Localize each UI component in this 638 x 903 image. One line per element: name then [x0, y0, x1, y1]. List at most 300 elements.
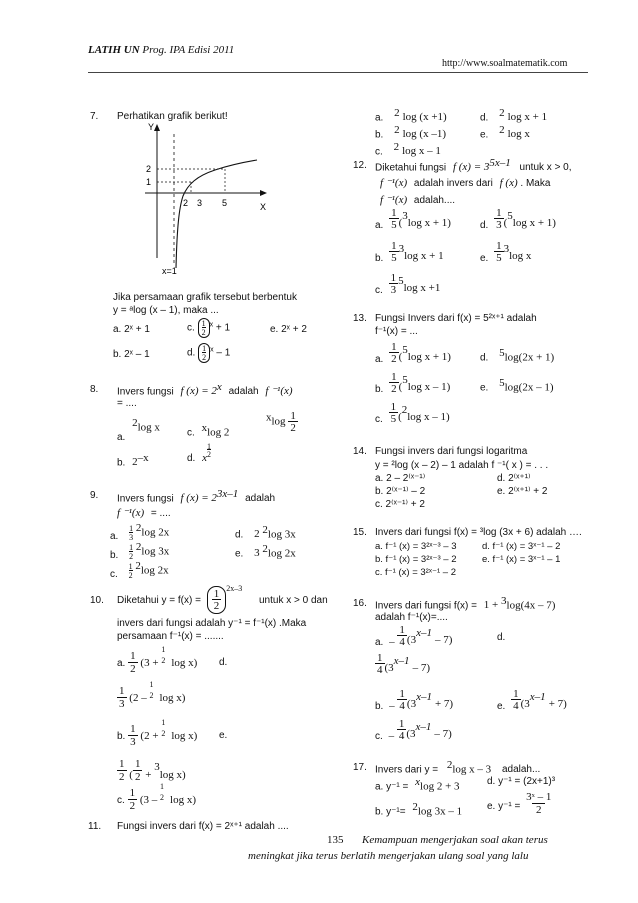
q12-inv: f ⁻¹(x) [380, 177, 408, 189]
q9-opt-a [110, 522, 169, 542]
q13-opt-c-den: 5 [390, 413, 397, 425]
q12-line2 [380, 176, 550, 189]
q17-opt-e-num: 3ˣ – 1 [526, 791, 552, 803]
q7-x-arrow [260, 190, 267, 196]
q16-log: log(4x – 7) [506, 599, 556, 612]
q7-y-label: Y [148, 122, 155, 132]
q10-opt-a-num: 1 [130, 650, 136, 662]
q12-opt-a-num: 1 [391, 207, 397, 219]
q11-opt-c-label: c. [375, 146, 383, 158]
q17-tail: adalah... [501, 764, 541, 776]
q12-opt-d-label: d. [480, 220, 489, 232]
q13-opt-b-label: b. [375, 384, 384, 396]
q7-x-tick-5: 5 [222, 198, 228, 208]
q8-cont: = .... [117, 398, 137, 409]
q17-log: log x – 3 [452, 763, 492, 776]
q12-l2-text: adalah invers dari [413, 178, 493, 189]
q8-eq: f (x) = 2 [180, 385, 217, 398]
q9-opt-d-expr: log 3x [267, 528, 296, 541]
q16-opt-d-tail: – 7) [412, 662, 430, 675]
q9-line1 [117, 488, 275, 504]
q8-opt-b-exp: –x [137, 452, 149, 464]
q10-opt-d-num: 1 [119, 685, 125, 697]
q16-opt-e-den: 4 [513, 700, 519, 712]
q16-opt-d [375, 652, 430, 676]
q13-opt-c-open: ( [398, 411, 402, 424]
q8-opt-a-pre: 2 [132, 417, 138, 429]
q15-opt-c: c. f⁻¹ (x) = 3²ˣ⁻¹ – 2 [375, 567, 456, 578]
q7-graph [135, 118, 275, 278]
q10-opt-d-exp: 1 [149, 680, 154, 689]
q13-opt-d-log: log(2x + 1) [504, 351, 555, 364]
q12-opt-d-open: ( [503, 217, 508, 230]
q7-curve [176, 160, 257, 268]
q16-opt-b-expr: (3 [406, 698, 417, 711]
q10-opt-a-log: log x) [171, 657, 198, 669]
q9-opt-c [110, 560, 169, 580]
q12-opt-e-num: 1 [496, 240, 502, 252]
q9-opt-b-label: b. [110, 550, 119, 562]
q16-opt-a-label: a. [375, 637, 384, 649]
q8-inv: f ⁻¹(x) [265, 385, 293, 398]
q12-opt-d-num: 1 [496, 207, 502, 219]
q17-pre: 2 [446, 759, 453, 771]
q17-opt-b-label: b. y⁻¹= [375, 806, 406, 818]
q7-prompt: Perhatikan grafik berikut! [117, 111, 228, 122]
footer-line2: meningkat jika terus berlatih mengerjakan ulang soal yang lalu [248, 850, 529, 862]
q8-opt-b-expr: 2 [132, 456, 138, 469]
q8-opt-a-expr: log x [137, 421, 160, 434]
q17-opt-a-label: a. y⁻¹ = [375, 781, 409, 793]
q16-opt-e-expr: (3 [520, 698, 530, 711]
q16-opt-d-den: 4 [377, 664, 383, 676]
q14-opt-b: b. 2⁽ˣ⁻¹⁾ – 2 [375, 486, 426, 497]
q10-opt-a-den: 2 [130, 663, 136, 675]
q8-opt-e-num: 1 [290, 410, 296, 422]
header-title-bold: LATIH UN [88, 44, 140, 56]
q9-inv: f ⁻¹(x) [117, 507, 145, 519]
q10-opt-b-den: 3 [130, 736, 136, 748]
q11-opt-c-expr: log x – 1 [402, 145, 441, 158]
q11-opt-a [375, 107, 447, 123]
q7-opt-d-num: 1 [202, 344, 207, 353]
q14-opt-d: d. 2⁽ˣ⁺¹⁾ [497, 473, 531, 484]
q11-opt-b-label: b. [375, 129, 384, 141]
q8-exp: x [216, 381, 222, 393]
q14-prompt: Fungsi invers dari fungsi logaritma [375, 446, 528, 457]
q14-line2: y = ²log (x – 2) – 1 adalah f ⁻¹( x ) = . . . [375, 460, 549, 471]
q13-opt-e-log: log(2x – 1) [504, 381, 554, 394]
header-url: http://www.soalmatematik.com [442, 58, 568, 69]
q10-opt-e [117, 753, 186, 784]
q7-x-label: X [260, 202, 267, 212]
q16-opt-c-exp: x–1 [415, 721, 432, 733]
footer-line1: Kemampuan mengerjakan soal akan terus [362, 834, 548, 846]
q9-opt-a-base: 2 [135, 522, 142, 534]
q13-opt-c-log: log x – 1) [407, 411, 450, 424]
q10-opt-e-den2: 2 [134, 771, 141, 783]
q12-l3-text: adalah.... [413, 195, 456, 206]
q16-opt-c-num: 1 [398, 718, 405, 730]
q16-opt-c-tail: – 7) [434, 728, 452, 741]
q8-opt-d-num: 1 [207, 442, 212, 451]
q12-opt-a-label: a. [375, 220, 384, 232]
q10-opt-c [117, 782, 196, 813]
q17-opt-b [375, 801, 462, 817]
q15-opt-a: a. f⁻¹ (x) = 3²ˣ⁻³ – 3 [375, 541, 457, 552]
q9-number: 9. [90, 490, 99, 501]
q10-opt-c-exp: 1 [160, 782, 165, 791]
q8-opt-b [117, 452, 149, 468]
q17-prompt: Invers dari y = [375, 764, 439, 776]
q13-opt-d-label: d. [480, 352, 489, 364]
q16-opt-a-expr: (3 [406, 634, 417, 647]
q9-opt-c-base: 2 [135, 560, 141, 572]
q12-opt-b-pre: 3 [398, 243, 405, 255]
q11-opt-d-expr: log x + 1 [507, 111, 548, 124]
q11-opt-e [480, 124, 530, 140]
q12-fx: f (x) [499, 177, 518, 189]
q12-opt-c [375, 272, 440, 296]
q16-opt-a [375, 624, 452, 648]
q11-opt-e-label: e. [480, 129, 489, 141]
q13-opt-a-label: a. [375, 354, 384, 366]
q12-eq: f (x) = 3 [452, 161, 490, 174]
q17-number: 17. [353, 762, 367, 773]
q8-prompt: Invers fungsi [117, 386, 174, 398]
q10-line1 [117, 584, 328, 614]
q9-cont: = .... [150, 508, 171, 519]
q10-opt-d-den: 3 [119, 698, 125, 710]
q11-opt-a-label: a. [375, 112, 384, 124]
q7-y-tick-1: 1 [146, 177, 152, 187]
q10-opt-e-expr: ( [129, 769, 133, 782]
q11-opt-c [375, 141, 441, 157]
q7-y-tick-2: 2 [146, 164, 152, 174]
q9-opt-e-coef: 3 [254, 547, 260, 560]
q15-opt-d: d. f⁻¹ (x) = 3ˣ⁻¹ – 2 [482, 541, 561, 552]
q16-pre: 3 [501, 595, 507, 607]
q12-opt-d-pre: 5 [507, 210, 513, 222]
q16-opt-c-label: c. [375, 731, 383, 743]
q8-opt-c [187, 422, 229, 438]
q11-number: 11. [88, 821, 102, 832]
q16-opt-d-expr: (3 [384, 662, 394, 675]
q14-opt-e: e. 2⁽ˣ⁺¹⁾ + 2 [497, 486, 548, 497]
q10-opt-c-log: log x) [170, 794, 197, 806]
q10-opt-a [117, 645, 197, 676]
q7-opt-c-exp: x [209, 321, 214, 329]
q9-opt-c-den: 2 [128, 570, 133, 580]
q14-opt-c: c. 2⁽ˣ⁻¹⁾ + 2 [375, 499, 425, 510]
q16-opt-e-label: e. [497, 701, 506, 713]
q16-opt-c-expr: (3 [406, 728, 416, 741]
q10-opt-a-expr: (3 + [140, 657, 159, 669]
q17-line1 [375, 759, 540, 775]
q13-opt-c [375, 401, 450, 425]
q16-opt-e-exp: x–1 [529, 691, 546, 703]
q11-opt-b-expr: log (x –1) [402, 128, 447, 141]
q8-opt-c-expr: log 2 [207, 426, 230, 439]
q10-opt-d-expr: (2 – [129, 692, 147, 704]
q10-opt-c-num: 1 [129, 787, 136, 799]
q10-opt-b-exp: 1 [161, 718, 166, 727]
q7-text1: Jika persamaan grafik tersebut berbentuk [113, 292, 297, 303]
q13-number: 13. [353, 313, 367, 324]
q15-prompt: Invers dari fungsi f(x) = ³log (3x + 6) adalah …. [375, 527, 582, 538]
q16-opt-e-num: 1 [513, 688, 519, 700]
q12-line1 [375, 157, 572, 173]
q13-opt-e-pre: 5 [499, 377, 505, 389]
q16-opt-b-sign: – [389, 700, 395, 713]
q13-opt-b-num: 1 [391, 371, 397, 383]
q10-opt-e-num2: 1 [134, 758, 141, 770]
q14-number: 14. [353, 446, 367, 457]
q11-opt-b [375, 124, 446, 140]
q12-opt-e-log: log x [509, 250, 532, 263]
q13-opt-d-pre: 5 [499, 347, 505, 359]
q7-opt-c-den: 2 [201, 328, 206, 337]
q16-opt-d-exp: x–1 [393, 655, 410, 667]
q10-opt-a-label: a. [117, 658, 126, 669]
q10-text1: invers dari fungsi adalah y⁻¹ = f⁻¹(x) .Maka [117, 618, 307, 629]
q13-opt-c-label: c. [375, 414, 383, 426]
q9-mid: adalah [245, 493, 276, 505]
q10-opt-e-num1: 1 [119, 758, 125, 770]
q13-opt-a-log: log x + 1) [407, 351, 451, 364]
q16-opt-a-den: 4 [399, 636, 405, 648]
q12-inv2: f ⁻¹(x) [380, 194, 408, 206]
q11-opt-c-pre: 2 [393, 141, 400, 153]
q9-opt-a-den: 3 [129, 532, 134, 542]
q7-opt-e: e. 2ˣ + 2 [270, 324, 307, 335]
q9-opt-c-expr: log 2x [140, 564, 169, 577]
q10-opt-d-label: d. [219, 657, 228, 668]
q15-opt-b: b. f⁻¹ (x) = 3²ˣ⁻³ – 2 [375, 554, 457, 565]
q12-opt-b [375, 240, 444, 264]
q12-tail: untuk x > 0, [519, 162, 572, 174]
q9-opt-a-expr: log 2x [141, 526, 170, 539]
q12-opt-d [480, 207, 556, 231]
q12-opt-d-den: 3 [496, 219, 502, 231]
q8-opt-d [187, 442, 212, 464]
q16-line1 [375, 595, 555, 611]
q16-opt-c-den: 4 [398, 730, 405, 742]
q10-opt-c-label: c. [117, 795, 125, 806]
q13-opt-c-pre: 2 [401, 404, 408, 416]
q8-opt-a-label: a. [117, 432, 126, 444]
q9-opt-e [235, 543, 296, 559]
q12-opt-e [480, 240, 531, 264]
q8-opt-a [117, 417, 160, 444]
q13-opt-e-label: e. [480, 382, 489, 394]
q10-opt-a-pre: 2 [161, 656, 166, 665]
q8-opt-d-den: 2 [207, 450, 212, 459]
q9-eq: f (x) = 2 [180, 492, 217, 505]
q9-prompt: Invers fungsi [117, 493, 174, 505]
q13-opt-a-pre: 5 [402, 344, 408, 356]
q12-line3 [380, 193, 455, 206]
q8-opt-d-expr: x [202, 452, 208, 464]
q13-opt-a [375, 341, 451, 365]
q10-exp: 2x–3 [226, 584, 243, 593]
q10-opt-d-pre: 2 [149, 691, 154, 700]
q16-opt-c [375, 718, 452, 742]
q10-opt-e-log: log x) [159, 769, 186, 782]
q10-tail: untuk x > 0 dan [258, 595, 328, 606]
q17-opt-a [375, 776, 460, 792]
q12-opt-c-pre: 5 [398, 275, 404, 287]
header-title-rest: Prog. IPA Edisi 2011 [139, 44, 235, 56]
q16-opt-a-tail: – 7) [434, 634, 453, 647]
q8-mid: adalah [228, 386, 259, 398]
q17-opt-d: d. y⁻¹ = (2x+1)³ [487, 776, 556, 787]
q16-opt-c-sign: – [388, 730, 395, 743]
q9-opt-d [235, 524, 296, 540]
q8-opt-e-pre: x [266, 411, 272, 424]
q12-opt-c-label: c. [375, 285, 383, 297]
q10-num: 1 [213, 588, 220, 600]
q8-opt-e [266, 410, 298, 434]
q17-opt-a-pre: x [415, 776, 421, 788]
q13-opt-a-num: 1 [391, 341, 397, 353]
q9-opt-d-base: 2 [262, 524, 268, 536]
q8-opt-e-expr: log [271, 415, 286, 428]
q9-opt-e-label: e. [235, 548, 244, 560]
q10-den: 2 [213, 600, 220, 612]
q12-opt-b-den: 5 [391, 252, 397, 264]
q10-opt-c-expr: (3 – [139, 794, 158, 806]
q7-text2: y = ᵃlog (x – 1), maka ... [113, 305, 219, 316]
q16-opt-b [375, 688, 453, 712]
q13-opt-b-pre: 5 [402, 374, 408, 386]
q7-y-arrow [154, 124, 160, 131]
q8-opt-d-label: d. [187, 453, 196, 464]
q9-opt-c-num: 1 [128, 561, 133, 571]
q10-opt-b-log: log x) [171, 730, 198, 742]
q8-opt-c-pre: x [201, 422, 208, 434]
q16-opt-e-tail: + 7) [548, 698, 567, 711]
q16-eq: 1 + [483, 599, 499, 612]
q12-opt-c-den: 3 [390, 284, 397, 296]
q13-opt-b [375, 371, 450, 395]
q9-opt-c-label: c. [110, 569, 118, 581]
q8-number: 8. [90, 384, 99, 395]
q9-opt-d-label: d. [235, 529, 244, 541]
q11-opt-e-expr: log x [507, 128, 530, 141]
q7-asymptote-label: x=1 [162, 266, 177, 276]
q17-opt-e-den: 2 [532, 803, 546, 816]
q12-opt-a-log: log x + 1) [407, 217, 451, 230]
q17-opt-e [487, 791, 551, 817]
q13-opt-c-num: 1 [390, 401, 397, 413]
q7-x-tick-3: 3 [197, 198, 203, 208]
q9-exp: 3x–1 [216, 488, 239, 500]
q9-opt-b-num: 1 [129, 542, 134, 552]
q11-opt-e-pre: 2 [499, 124, 505, 136]
q12-opt-a-open: ( [398, 217, 403, 230]
q10-opt-c-pre: 2 [160, 793, 165, 802]
q13-sub: f⁻¹(x) = ... [375, 326, 418, 337]
q12-opt-e-den: 5 [496, 252, 502, 264]
q10-opt-a-exp: 1 [161, 645, 166, 654]
q8-opt-c-label: c. [187, 427, 195, 439]
q9-opt-d-coef: 2 [254, 528, 260, 541]
q12-opt-d-log: log x + 1) [512, 217, 556, 230]
q7-opt-d-exp: x [210, 346, 214, 354]
q9-line2 [117, 506, 171, 519]
q12-opt-a-pre: 3 [402, 210, 408, 222]
q16-opt-b-label: b. [375, 701, 384, 713]
q7-opt-a: a. 2ˣ + 1 [113, 324, 150, 335]
q10-opt-e-label: e. [219, 730, 228, 741]
footer-page-number: 135 [327, 834, 344, 846]
q17-opt-e-label: e. y⁻¹ = [487, 801, 521, 812]
q11-opt-d-pre: 2 [499, 107, 505, 119]
q9-opt-b [110, 541, 169, 561]
q16-opt-b-den: 4 [399, 700, 405, 712]
q10-opt-e-plus: + [145, 769, 152, 782]
q10-opt-e-den1: 2 [119, 771, 125, 783]
q13-opt-b-log: log x – 1) [407, 381, 451, 394]
q9-opt-e-base: 2 [262, 543, 268, 555]
q16-opt-d-num: 1 [377, 652, 383, 664]
header-divider [88, 72, 588, 73]
q13-prompt: Fungsi Invers dari f(x) = 5²ˣ⁺¹ adalah [375, 313, 537, 324]
q10-text2: persamaan f⁻¹(x) = ....... [117, 631, 224, 642]
q7-opt-d-den: 2 [202, 353, 207, 362]
q16-opt-b-tail: + 7) [434, 698, 454, 711]
q10-opt-c-den: 2 [129, 800, 136, 812]
q10-opt-b-expr: (2 + [140, 730, 159, 742]
q17-opt-b-log: log 3x – 1 [417, 805, 463, 818]
q11-opt-d-label: d. [480, 112, 489, 124]
q8-opt-b-label: b. [117, 457, 126, 469]
q12-opt-e-label: e. [480, 253, 489, 265]
q16-opt-a-exp: x–1 [416, 627, 432, 639]
q7-opt-c-tail: + 1 [215, 322, 231, 334]
q15-number: 15. [353, 527, 367, 538]
q13-opt-d [480, 347, 554, 363]
q7-opt-c [187, 318, 230, 338]
q12-prompt: Diketahui fungsi [375, 162, 447, 174]
q13-opt-b-den: 2 [391, 383, 397, 395]
q13-opt-b-open: ( [398, 381, 403, 394]
q12-opt-e-pre: 3 [503, 243, 510, 255]
q9-opt-b-expr: log 3x [141, 545, 170, 558]
q12-opt-b-log: log x + 1 [404, 250, 444, 263]
q13-opt-a-den: 2 [391, 353, 397, 365]
q7-opt-d-tail: – 1 [216, 347, 231, 359]
q10-opt-b [117, 718, 197, 749]
q10-opt-d [117, 680, 185, 711]
q11-prompt: Fungsi invers dari f(x) = 2ˣ⁺¹ adalah .... [117, 821, 289, 832]
q9-opt-b-den: 2 [129, 551, 134, 561]
q17-opt-a-log: log 2 + 3 [420, 780, 460, 793]
q11-opt-b-pre: 2 [394, 124, 400, 136]
q13-opt-a-open: ( [398, 351, 403, 364]
q15-opt-e: e. f⁻¹ (x) = 3ˣ⁻¹ – 1 [482, 554, 561, 565]
q12-opt-b-num: 1 [391, 240, 397, 252]
q12-opt-c-num: 1 [390, 272, 397, 284]
q10-opt-d-log: log x) [159, 692, 186, 704]
q16-opt-b-num: 1 [399, 688, 405, 700]
q10-prompt: Diketahui y = f(x) = [117, 595, 201, 606]
q16-number: 16. [353, 598, 367, 609]
q16-sub: adalah f⁻¹(x)=.... [375, 612, 448, 623]
q10-opt-b-pre: 2 [161, 729, 166, 738]
q17-opt-b-pre: 2 [412, 801, 418, 813]
